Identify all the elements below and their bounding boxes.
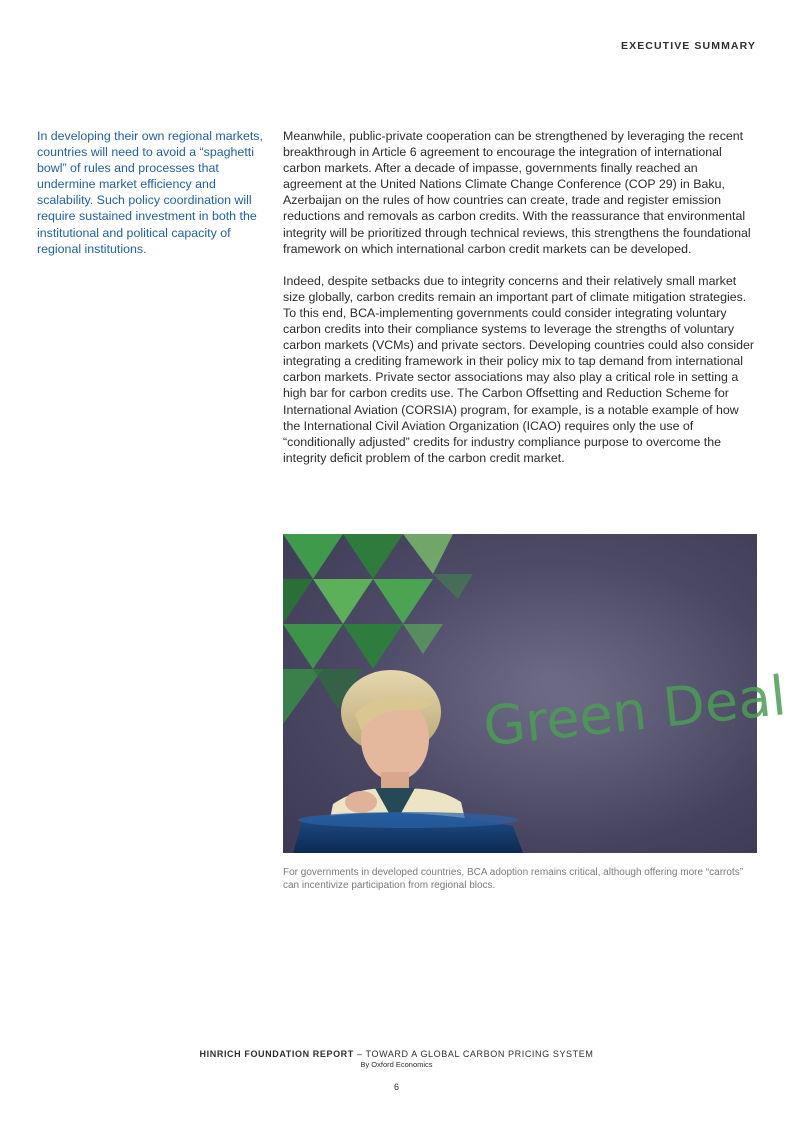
report-title	[0, 1049, 793, 1059]
report-byline: By Oxford Economics	[360, 1060, 433, 1069]
pull-quote: In developing their own regional markets, countries will need to avoid a “spaghetti bowl” of rules and processes that undermine market efficiency and scalability. Such policy coordination will require sustained investment in both the institutional and political capacity of regional institutions.	[37, 129, 263, 256]
backdrop-slogan: Green Deal	[480, 664, 789, 759]
report-title-rest: – TOWARD A GLOBAL CARBON PRICING SYSTEM	[353, 1049, 594, 1059]
page-footer	[0, 1049, 793, 1092]
press-photo	[283, 534, 789, 853]
photo-caption: For governments in developed countries, BCA adoption remains critical, although offering more “carrots” can incentivize participation from regional blocs.	[283, 867, 744, 891]
body-paragraph: Indeed, despite setbacks due to integrity concerns and their relatively small market size globally, carbon credits remain an important part of climate mitigation strategies. To this end, BCA-implementing governments could consider integrating voluntary carbon credits into their compliance systems to leverage the strengths of voluntary carbon markets (VCMs) and private sectors. Developing countries could also consider integrating a crediting framework in their policy mix to tap demand from international carbon markets. Private sector associations may also play a critical role in setting a high bar for carbon credits use. The Carbon Offsetting and Reduction Scheme for International Aviation (CORSIA) program, for example, is a notable example of how the International Civil Aviation Organization (ICAO) requires only the use of “conditionally adjusted” credits for industry compliance purpose to overcome the integrity deficit problem of the carbon credit market.	[283, 273, 755, 465]
body-paragraph: Meanwhile, public-private cooperation can be strengthened by leveraging the recent breakthrough in Article 6 agreement to encourage the integration of international carbon markets. After a decade of impasse, governments finally reached an agreement at the United Nations Climate Change Conference (COP 29) in Baku, Azerbaijan on the rules of how countries can create, trade and register emission reductions and removals as carbon credits. With the reassurance that environmental integrity will be prioritized through technical reviews, this strengthens the foundational framework on which international carbon credit markets can be developed.	[283, 129, 751, 256]
body-text	[283, 128, 757, 482]
page-number: 6	[393, 1082, 399, 1092]
report-title-bold: HINRICH FOUNDATION REPORT	[199, 1049, 354, 1059]
section-header: EXECUTIVE SUMMARY	[621, 40, 756, 52]
